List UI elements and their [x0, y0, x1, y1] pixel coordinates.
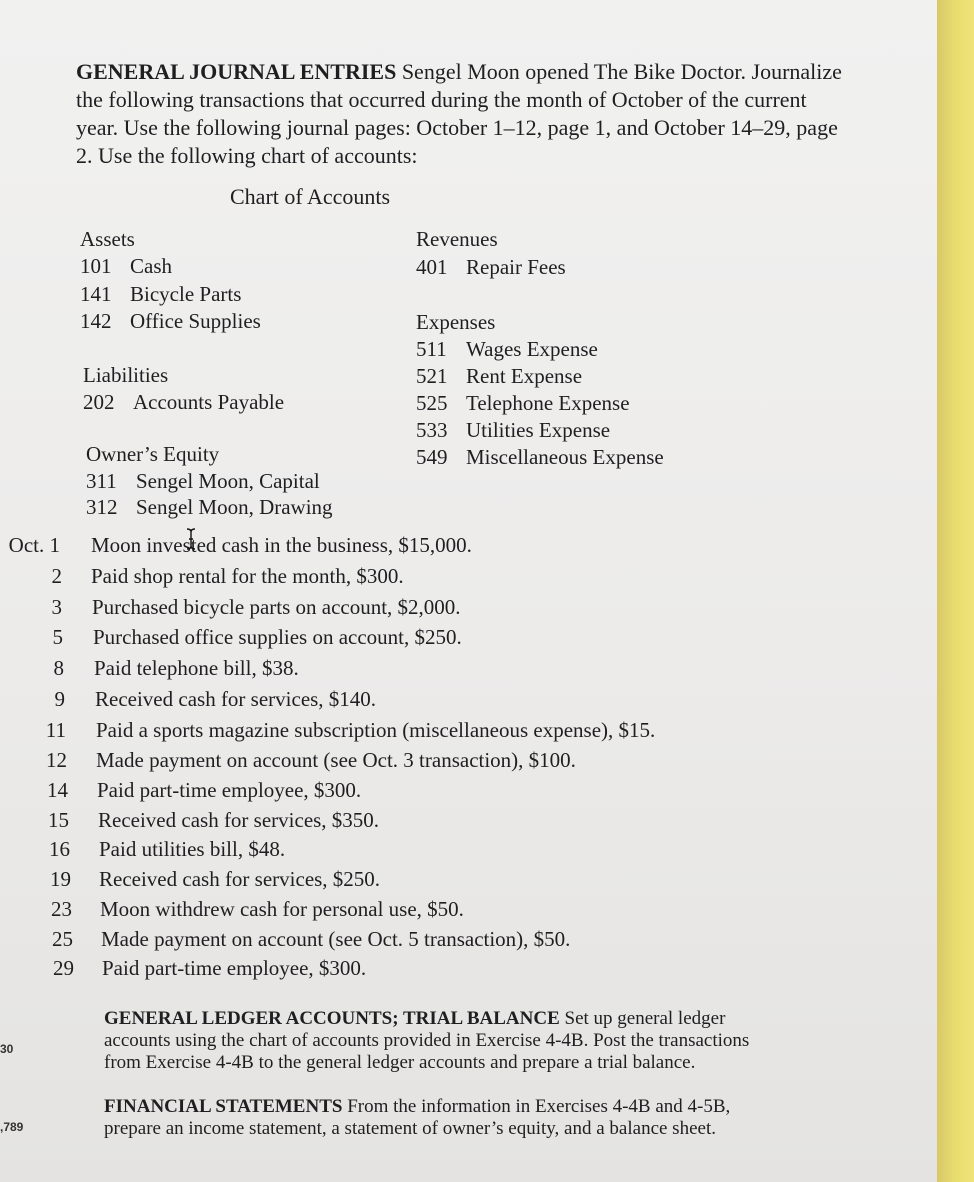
transaction-text: Purchased bicycle parts on account, $2,000.: [92, 595, 461, 619]
transaction-text: Made payment on account (see Oct. 3 transaction), $100.: [96, 748, 576, 772]
account-row: 202 Accounts Payable: [83, 390, 285, 414]
transaction-text: Made payment on account (see Oct. 5 transaction), $50.: [101, 927, 571, 951]
account-row: 533 Utilities Expense: [416, 418, 611, 442]
intro-line1: Sengel Moon opened The Bike Doctor. Journalize: [396, 59, 842, 84]
transaction-date: 15: [48, 808, 69, 832]
equity-heading: Owner’s Equity: [86, 442, 220, 466]
exercise-statements: FINANCIAL STATEMENTS From the information in Exercises 4-4B and 4-5B, prepare an income statement, a statement of owner’s equity, and a balance sheet.: [104, 1096, 731, 1139]
transaction-date: 16: [49, 837, 70, 861]
transaction-date: 9: [54, 687, 65, 711]
account-row: 141 Bicycle Parts: [80, 282, 242, 306]
revenues-heading: Revenues: [416, 227, 498, 251]
intro-line4: 2. Use the following chart of accounts:: [76, 143, 418, 168]
account-row: 101 Cash: [80, 254, 172, 278]
transaction-date: 25: [52, 927, 73, 951]
exercise-statements-heading: FINANCIAL STATEMENTS: [104, 1096, 343, 1117]
transaction-text: Moon withdrew cash for personal use, $50.: [100, 897, 464, 921]
transaction-date: 12: [46, 748, 67, 772]
transaction-date: Oct. 1: [8, 533, 60, 557]
transaction-text: Purchased office supplies on account, $250.: [93, 625, 462, 649]
yellow-page-edge: [937, 0, 974, 1182]
intro-line2: the following transactions that occurred during the month of October of the current: [76, 87, 807, 112]
intro-line3: year. Use the following journal pages: October 1–12, page 1, and October 14–29, page: [76, 115, 838, 140]
expenses-heading: Expenses: [416, 310, 496, 334]
transaction-date: 5: [52, 625, 63, 649]
exercise-ledger: GENERAL LEDGER ACCOUNTS; TRIAL BALANCE Set up general ledger accounts using the chart of accounts provided in Exercise 4-4B. Post the transactions from Exercise 4-4B to the general ledger accounts and prepare a trial balance.: [104, 1008, 750, 1073]
account-row: 549 Miscellaneous Expense: [416, 445, 664, 469]
exercise-ledger-heading: GENERAL LEDGER ACCOUNTS; TRIAL BALANCE: [104, 1008, 560, 1029]
account-row: 511 Wages Expense: [416, 337, 598, 361]
exercise-intro: [76, 58, 906, 170]
transaction-text: Paid shop rental for the month, $300.: [91, 564, 404, 588]
transaction-date: 29: [53, 956, 74, 980]
transaction-date: 19: [50, 867, 71, 891]
transaction-text: Paid telephone bill, $38.: [94, 656, 299, 680]
margin-number: 30: [0, 1042, 14, 1056]
transaction-date: 23: [51, 897, 72, 921]
transaction-date: 3: [51, 595, 62, 619]
intro-heading: GENERAL JOURNAL ENTRIES: [76, 59, 397, 84]
transaction-date: 14: [47, 778, 68, 802]
chart-of-accounts-title: Chart of Accounts: [230, 184, 391, 209]
transaction-text: Paid part-time employee, $300.: [102, 956, 367, 980]
transaction-text: Received cash for services, $140.: [95, 687, 377, 711]
account-row: 521 Rent Expense: [416, 364, 583, 388]
transaction-date: 8: [53, 656, 64, 680]
transaction-text: Paid a sports magazine subscription (miscellaneous expense), $15.: [96, 718, 656, 742]
transaction-text: Paid utilities bill, $48.: [99, 837, 286, 861]
account-row: 401 Repair Fees: [416, 255, 566, 279]
liabilities-heading: Liabilities: [83, 363, 169, 387]
transaction-text: Received cash for services, $250.: [99, 867, 381, 891]
transaction-text: Received cash for services, $350.: [98, 808, 380, 832]
account-row: 311 Sengel Moon, Capital: [86, 469, 320, 493]
transaction-text: Moon invested cash in the business, $15,000.: [91, 533, 472, 557]
transaction-text: Paid part-time employee, $300.: [97, 778, 362, 802]
text-cursor-icon: [186, 528, 196, 550]
transaction-date: 11: [45, 718, 66, 742]
account-row: 142 Office Supplies: [80, 309, 261, 333]
transaction-date: 2: [51, 564, 62, 588]
margin-number: ,789: [0, 1120, 24, 1134]
account-row: 312 Sengel Moon, Drawing: [86, 495, 333, 519]
assets-heading: Assets: [80, 227, 135, 251]
account-row: 525 Telephone Expense: [416, 391, 630, 415]
